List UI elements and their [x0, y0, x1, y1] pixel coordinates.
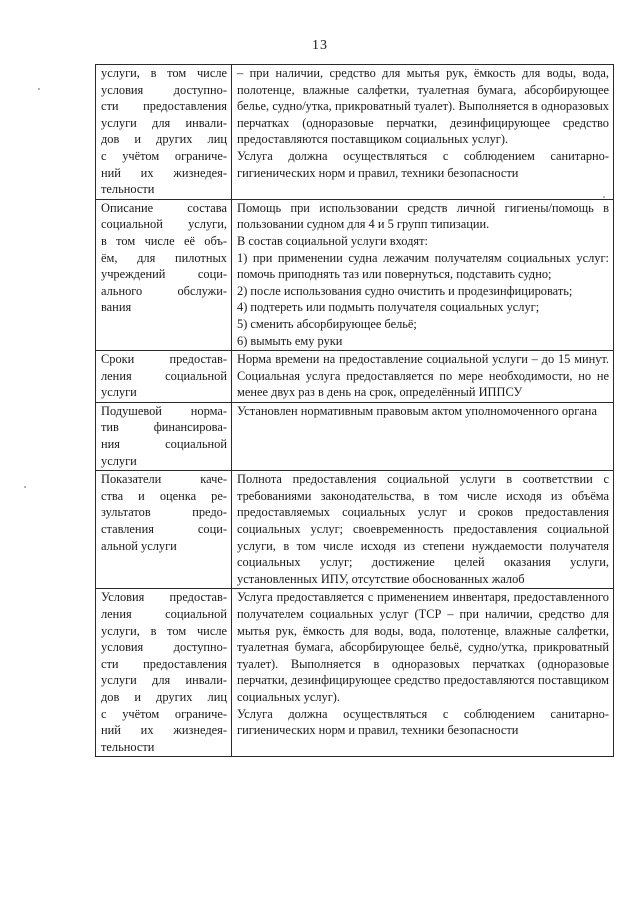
row-label-line: альной услуги — [101, 538, 177, 553]
row-label — [96, 402, 232, 470]
row-label-line: услуги для инвали- — [101, 115, 227, 130]
content-paragraph: Услуга предоставляется с применением инвентаря, предоставленного получателем социальных услуг (ТСР – при наличии, средство для мытья рук, ёмкость для воды, вода, полотенце, влажные салфетки, туалетная бумага, абсорбирующее бельё, судно/утка, прикроватный туалет). Выполняется в одноразовых перчатках (одноразовые перчатки, дезинфицирующее средство предоставляются поставщиком социальных услуг). — [237, 590, 609, 704]
row-label-line: ства и оценка ре- — [101, 488, 227, 503]
row-label-line: тельности — [101, 739, 155, 754]
content-paragraph: Полнота предоставления социальной услуги в соответствии с требованиями законодательства, в том числе исходя из объёма предоставляемых социальных услуг и сроков предоставления социальных услуг; своевременность предоставления социальной услуги, в том числе исходя из степени нуждаемости получателя социальных услуг; достижение целей оказания услуги, установленных ИПУ, отсутствие обоснованных жалоб — [237, 472, 609, 586]
row-label-line: условия доступно- — [101, 640, 227, 655]
row-label — [96, 351, 232, 403]
content-paragraph: 4) подтереть или подмыть получателя социальных услуг; — [237, 300, 540, 315]
content-paragraph: Норма времени на предоставление социальной услуги – до 15 минут. Социальная услуга предоставляется по мере необходимости, но не менее двух раз в день на срок, определённый ИППСУ — [237, 352, 609, 400]
service-standard-table — [95, 64, 614, 757]
scan-speck — [603, 196, 605, 198]
table-row — [96, 402, 614, 470]
content-paragraph: Помощь при использовании средств личной гигиены/помощь в пользовании судном для 4 и 5 групп типизации. — [237, 200, 609, 232]
row-content — [232, 351, 614, 403]
content-paragraph: 2) после использования судно очистить и продезинфицировать; — [237, 283, 573, 298]
row-label-line: Подушевой норма- — [101, 403, 227, 418]
table-row — [96, 65, 614, 200]
row-label-line: услуги — [101, 453, 137, 468]
row-label-line: тельности — [101, 182, 155, 197]
row-label — [96, 471, 232, 589]
scan-speck — [38, 88, 40, 90]
content-paragraph: 5) сменить абсорбирующее бельё; — [237, 316, 417, 331]
row-label-line: Сроки предостав- — [101, 352, 227, 367]
row-label-line: ний их жизнедея- — [101, 723, 227, 738]
row-content — [232, 589, 614, 757]
row-label-line: тив финансирова- — [101, 420, 227, 435]
row-label-line: ний их жизнедея- — [101, 165, 227, 180]
row-content — [232, 199, 614, 350]
content-paragraph: – при наличии, средство для мытья рук, ёмкость для воды, вода, полотенце, влажные салфетки, туалетная бумага, абсорбирующее белье, судно/утка, прикроватный туалет). Выполняется в одноразовых перчатках (одноразовые перчатки, дезинфицирующее средство предоставляются поставщиком социальных услуг). — [237, 66, 609, 147]
row-label — [96, 199, 232, 350]
row-label-line: Показатели каче- — [101, 472, 227, 487]
scan-speck — [24, 486, 26, 488]
table-row — [96, 199, 614, 350]
row-label-line: с учётом ограниче- — [101, 706, 227, 721]
row-label-line: с учётом ограниче- — [101, 148, 227, 163]
row-label-line: ления социальной — [101, 368, 227, 383]
row-label — [96, 65, 232, 200]
row-content — [232, 402, 614, 470]
row-label-line: Условия предостав- — [101, 590, 227, 605]
content-paragraph: 6) вымыть ему руки — [237, 333, 343, 348]
row-label-line: услуги, в том числе — [101, 623, 227, 638]
table-row — [96, 589, 614, 757]
row-content — [232, 471, 614, 589]
row-label-line: дов и других лиц — [101, 689, 227, 704]
content-paragraph: Услуга должна осуществляться с соблюдением санитарно-гигиенических норм и правил, техники безопасности — [237, 706, 609, 738]
row-label — [96, 589, 232, 757]
row-label-line: услуги для инвали- — [101, 673, 227, 688]
row-label-line: социальной услуги, — [101, 217, 227, 232]
table-row — [96, 351, 614, 403]
content-paragraph: 1) при применении судна лежачим получателям социальных услуг: помочь приподнять таз или повернуться, подставить судно; — [237, 250, 609, 282]
row-label-line: зультатов предо- — [101, 505, 227, 520]
row-label-line: ния социальной — [101, 437, 227, 452]
table-row — [96, 471, 614, 589]
row-label-line: в том числе её объ- — [101, 233, 227, 248]
row-label-line: Описание состава — [101, 200, 227, 215]
row-label-line: условия доступно- — [101, 82, 227, 97]
content-paragraph: Услуга должна осуществляться с соблюдением санитарно-гигиенических норм и правил, техники безопасности — [237, 148, 609, 180]
row-label-line: услуги, в том числе — [101, 66, 227, 80]
row-label-line: дов и других лиц — [101, 132, 227, 147]
row-label-line: ления социальной — [101, 607, 227, 621]
row-label-line: ального обслужи- — [101, 283, 227, 298]
row-content — [232, 65, 614, 200]
row-label-line: вания — [101, 300, 132, 315]
row-label-line: сти предоставления — [101, 99, 227, 114]
row-label-line: ём, для пилотных — [101, 250, 227, 265]
row-label-line: сти предоставления — [101, 656, 227, 671]
row-label-line: услуги — [101, 385, 137, 400]
page-number: 13 — [312, 38, 328, 53]
content-paragraph: Установлен нормативным правовым актом уполномоченного органа — [237, 403, 597, 418]
row-label-line: ставления соци- — [101, 522, 227, 537]
content-paragraph: В состав социальной услуги входят: — [237, 233, 428, 248]
row-label-line: учреждений соци- — [101, 267, 227, 282]
